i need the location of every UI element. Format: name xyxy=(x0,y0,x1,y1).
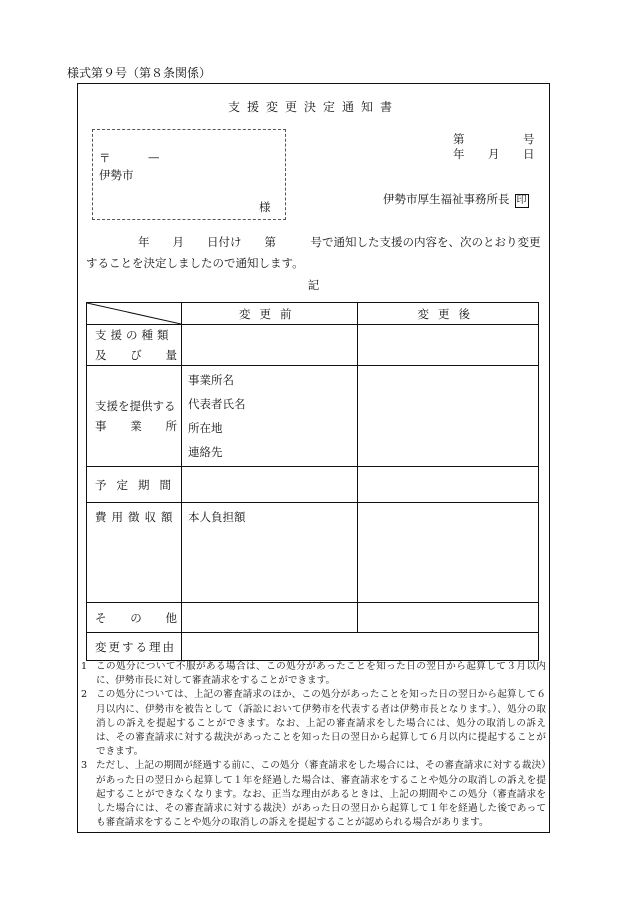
table-row xyxy=(87,503,539,603)
fee-after xyxy=(358,503,539,603)
recipient-city: 伊勢市 xyxy=(99,168,134,182)
other-label: そ の 他 xyxy=(87,603,182,633)
note-text: この処分について不服がある場合は、この処分があったことを知った日の翌日から起算して３月以内に、伊勢市長に対して審査請求をすることができます。 xyxy=(96,661,546,687)
note-text: この処分については、上記の審査請求のほか、この処分があったことを知った日の翌日から起算して６月以内に、伊勢市を被告として（訴訟において伊勢市を代表する者は伊勢市長となります。）、処分の取消しの訴えを提起することができます。なお、上記の審査請求をした場合には、処分の取消しの訴えは、その審査請求に対する裁決があったことを知った日の翌日から起算して６月以内に提起することができます。 xyxy=(96,689,546,758)
doc-number-prefix: 第 xyxy=(453,132,465,146)
note-number: 2 xyxy=(81,689,88,701)
issuer xyxy=(383,191,529,208)
period-after xyxy=(358,467,539,503)
provider-item: 所在地 xyxy=(187,421,223,435)
doc-number-suffix: 号 xyxy=(523,132,535,146)
ki-heading: 記 xyxy=(307,278,320,292)
provider-line1: 支援を提供する xyxy=(95,399,176,413)
note-text: ただし、上記の期間が経過する前に、この処分（審査請求をした場合には、その審査請求に対する裁決）があった日の翌日から起算して１年を経過した場合は、審査請求をすることや処分の取消しの訴えを提起することができなくなります。なお、正当な理由があるときは、上記の期間やこの処分（審査請求をした場合には、その審査請求に対する裁決）があった日の翌日から起算して１年を経過した後であっても審査請求をすることや処分の取消しの訴えを提起することが認められる場合があります。 xyxy=(96,760,546,829)
support-kind-line1: 支援の種類 xyxy=(95,328,173,342)
table-row xyxy=(87,325,539,366)
date-year: 年 xyxy=(453,147,465,161)
reason-value xyxy=(181,633,538,661)
document-title: 支援変更決定通知書 xyxy=(227,100,399,114)
date-day: 日 xyxy=(523,147,535,161)
table-row xyxy=(87,366,539,467)
note-number: 3 xyxy=(81,760,88,772)
table-row xyxy=(87,603,539,633)
fee-label: 費用徴収額 xyxy=(87,503,182,603)
support-kind-after xyxy=(358,325,539,366)
provider-label xyxy=(87,366,182,467)
table-row xyxy=(87,633,539,661)
notice-body-text xyxy=(86,232,546,274)
body-text: 年 月 日付け 第 号で通知した支援の内容を、次のとおり変更することを決定しましたので通知します。 xyxy=(86,235,541,270)
note-number: 1 xyxy=(81,661,88,672)
notes-section xyxy=(81,660,546,830)
fee-before: 本人負担額 xyxy=(181,503,358,603)
reason-label: 変更する理由 xyxy=(87,633,182,661)
issuer-name: 伊勢市厚生福祉事務所長 xyxy=(383,192,510,206)
diagonal-corner-cell xyxy=(87,303,182,325)
other-after xyxy=(358,603,539,633)
date-month: 月 xyxy=(488,147,500,161)
seal-mark: 印 xyxy=(516,195,527,206)
diagonal-line xyxy=(87,303,181,324)
col-before-header: 変更前 xyxy=(181,303,358,325)
provider-item: 代表者氏名 xyxy=(187,397,246,411)
period-before xyxy=(181,467,358,503)
col-after-header: 変更後 xyxy=(358,303,539,325)
support-kind-line2: 及 び 量 xyxy=(95,348,177,362)
provider-item: 連絡先 xyxy=(187,445,223,459)
postal-mark: 〒 xyxy=(99,151,111,165)
support-kind-before xyxy=(181,325,358,366)
other-before xyxy=(181,603,358,633)
change-table xyxy=(86,302,539,661)
recipient-honorific: 様 xyxy=(259,200,271,214)
period-label: 予定期間 xyxy=(87,467,182,503)
postal-dash: — xyxy=(148,150,160,164)
notice-frame xyxy=(77,83,550,833)
table-header-row xyxy=(87,303,539,325)
provider-item: 事業所名 xyxy=(187,373,234,387)
table-row xyxy=(87,467,539,503)
note-item xyxy=(81,759,546,830)
provider-before xyxy=(181,366,358,467)
provider-after xyxy=(358,366,539,467)
provider-line2: 事 業 所 xyxy=(95,419,177,433)
note-item xyxy=(81,688,546,759)
form-number-label: 様式第９号（第８条関係） xyxy=(67,66,212,80)
support-kind-label xyxy=(87,325,182,366)
recipient-address-box xyxy=(92,129,286,220)
note-item xyxy=(81,660,546,688)
